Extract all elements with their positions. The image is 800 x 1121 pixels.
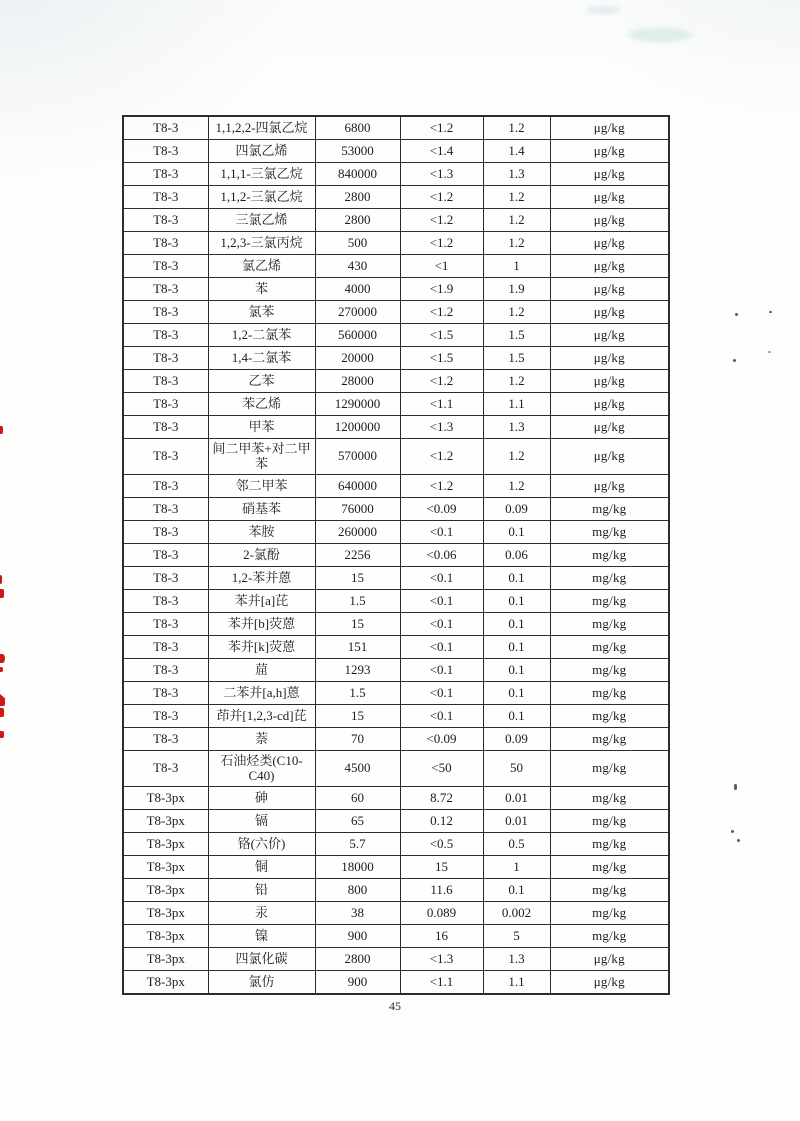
page-number: 45 <box>389 999 401 1013</box>
detection-limit-cell: 1.2 <box>483 116 550 140</box>
unit-cell: mg/kg <box>550 682 669 705</box>
sample-id-cell: T8-3 <box>123 590 208 613</box>
unit-cell: mg/kg <box>550 498 669 521</box>
screening-value-cell: 2800 <box>315 209 400 232</box>
sample-id-cell: T8-3 <box>123 140 208 163</box>
detection-limit-cell: 1.2 <box>483 186 550 209</box>
result-cell: <1.1 <box>400 971 483 995</box>
result-cell: 11.6 <box>400 879 483 902</box>
analyte-cell: 氯乙烯 <box>208 255 315 278</box>
table-row <box>123 439 669 475</box>
sample-id-cell: T8-3px <box>123 810 208 833</box>
sample-id-cell: T8-3 <box>123 116 208 140</box>
result-cell: <1.2 <box>400 186 483 209</box>
sample-id-cell: T8-3px <box>123 879 208 902</box>
result-cell: 15 <box>400 856 483 879</box>
result-cell: <1 <box>400 255 483 278</box>
analyte-cell: 1,1,1-三氯乙烷 <box>208 163 315 186</box>
analyte-cell: 苯胺 <box>208 521 315 544</box>
detection-limit-cell: 0.1 <box>483 636 550 659</box>
detection-limit-cell: 0.1 <box>483 613 550 636</box>
unit-cell: μg/kg <box>550 439 669 475</box>
sample-id-cell: T8-3 <box>123 705 208 728</box>
sample-id-cell: T8-3px <box>123 787 208 810</box>
result-cell: <1.2 <box>400 370 483 393</box>
screening-value-cell: 2800 <box>315 948 400 971</box>
table-row <box>123 186 669 209</box>
screening-value-cell: 53000 <box>315 140 400 163</box>
screening-value-cell: 1.5 <box>315 590 400 613</box>
table-row <box>123 163 669 186</box>
screening-value-cell: 1290000 <box>315 393 400 416</box>
unit-cell: μg/kg <box>550 324 669 347</box>
unit-cell: mg/kg <box>550 636 669 659</box>
screening-value-cell: 4000 <box>315 278 400 301</box>
table-row <box>123 833 669 856</box>
sample-id-cell: T8-3 <box>123 324 208 347</box>
analyte-cell: 汞 <box>208 902 315 925</box>
table-row <box>123 613 669 636</box>
sample-id-cell: T8-3 <box>123 186 208 209</box>
scan-speck <box>769 311 772 313</box>
result-cell: <0.1 <box>400 590 483 613</box>
screening-value-cell: 4500 <box>315 751 400 787</box>
table-row <box>123 590 669 613</box>
table-row <box>123 567 669 590</box>
detection-limit-cell: 0.002 <box>483 902 550 925</box>
sample-id-cell: T8-3 <box>123 255 208 278</box>
result-cell: <1.5 <box>400 347 483 370</box>
result-cell: <1.2 <box>400 301 483 324</box>
detection-limit-cell: 1.9 <box>483 278 550 301</box>
red-ink-fragment <box>0 426 3 434</box>
table-row <box>123 209 669 232</box>
table-row <box>123 370 669 393</box>
scan-smudge <box>628 28 692 42</box>
red-ink-fragment <box>0 694 5 706</box>
unit-cell: mg/kg <box>550 833 669 856</box>
analyte-cell: 甲苯 <box>208 416 315 439</box>
sample-id-cell: T8-3px <box>123 948 208 971</box>
result-cell: <0.5 <box>400 833 483 856</box>
detection-limit-cell: 0.1 <box>483 521 550 544</box>
result-cell: 0.089 <box>400 902 483 925</box>
detection-limit-cell: 1.2 <box>483 232 550 255</box>
detection-limit-cell: 0.1 <box>483 682 550 705</box>
result-cell: <0.09 <box>400 728 483 751</box>
screening-value-cell: 1200000 <box>315 416 400 439</box>
results-table <box>122 115 670 995</box>
unit-cell: mg/kg <box>550 728 669 751</box>
result-cell: <1.2 <box>400 116 483 140</box>
analyte-cell: 四氯乙烯 <box>208 140 315 163</box>
result-cell: <0.1 <box>400 567 483 590</box>
unit-cell: μg/kg <box>550 370 669 393</box>
detection-limit-cell: 1.1 <box>483 971 550 995</box>
table-row <box>123 856 669 879</box>
analyte-cell: 二苯并[a,h]蒽 <box>208 682 315 705</box>
unit-cell: μg/kg <box>550 948 669 971</box>
screening-value-cell: 500 <box>315 232 400 255</box>
unit-cell: mg/kg <box>550 544 669 567</box>
analyte-cell: 苯并[k]荧蒽 <box>208 636 315 659</box>
table-row <box>123 948 669 971</box>
screening-value-cell: 70 <box>315 728 400 751</box>
screening-value-cell: 2800 <box>315 186 400 209</box>
unit-cell: mg/kg <box>550 590 669 613</box>
screening-value-cell: 6800 <box>315 116 400 140</box>
unit-cell: mg/kg <box>550 705 669 728</box>
unit-cell: mg/kg <box>550 879 669 902</box>
analyte-cell: 1,2-二氯苯 <box>208 324 315 347</box>
sample-id-cell: T8-3 <box>123 659 208 682</box>
sample-id-cell: T8-3 <box>123 439 208 475</box>
table-row <box>123 255 669 278</box>
sample-id-cell: T8-3 <box>123 278 208 301</box>
analyte-cell: 2-氯酚 <box>208 544 315 567</box>
detection-limit-cell: 1.1 <box>483 393 550 416</box>
sample-id-cell: T8-3px <box>123 856 208 879</box>
screening-value-cell: 1293 <box>315 659 400 682</box>
detection-limit-cell: 50 <box>483 751 550 787</box>
red-ink-fragment <box>0 575 2 584</box>
screening-value-cell: 270000 <box>315 301 400 324</box>
result-cell: <1.4 <box>400 140 483 163</box>
results-table-body <box>123 116 669 994</box>
analyte-cell: 乙苯 <box>208 370 315 393</box>
result-cell: 0.12 <box>400 810 483 833</box>
detection-limit-cell: 0.5 <box>483 833 550 856</box>
detection-limit-cell: 1.2 <box>483 209 550 232</box>
red-ink-fragment <box>0 589 4 598</box>
result-cell: <0.06 <box>400 544 483 567</box>
unit-cell: μg/kg <box>550 186 669 209</box>
screening-value-cell: 570000 <box>315 439 400 475</box>
unit-cell: μg/kg <box>550 163 669 186</box>
result-cell: <1.2 <box>400 209 483 232</box>
screening-value-cell: 20000 <box>315 347 400 370</box>
table-row <box>123 971 669 995</box>
scan-speck <box>734 784 737 790</box>
sample-id-cell: T8-3 <box>123 567 208 590</box>
screening-value-cell: 5.7 <box>315 833 400 856</box>
unit-cell: mg/kg <box>550 521 669 544</box>
screening-value-cell: 2256 <box>315 544 400 567</box>
detection-limit-cell: 1.4 <box>483 140 550 163</box>
red-ink-fragment <box>0 654 5 663</box>
analyte-cell: 铅 <box>208 879 315 902</box>
unit-cell: μg/kg <box>550 475 669 498</box>
sample-id-cell: T8-3 <box>123 209 208 232</box>
result-cell: <1.2 <box>400 232 483 255</box>
result-cell: <0.1 <box>400 613 483 636</box>
table-row <box>123 116 669 140</box>
sample-id-cell: T8-3px <box>123 902 208 925</box>
screening-value-cell: 560000 <box>315 324 400 347</box>
scan-speck <box>733 359 736 362</box>
analyte-cell: 砷 <box>208 787 315 810</box>
table-row <box>123 278 669 301</box>
table-row <box>123 682 669 705</box>
result-cell: <0.1 <box>400 521 483 544</box>
unit-cell: μg/kg <box>550 209 669 232</box>
table-row <box>123 925 669 948</box>
sample-id-cell: T8-3px <box>123 925 208 948</box>
table-row <box>123 498 669 521</box>
unit-cell: mg/kg <box>550 613 669 636</box>
unit-cell: mg/kg <box>550 856 669 879</box>
unit-cell: mg/kg <box>550 787 669 810</box>
analyte-cell: 铜 <box>208 856 315 879</box>
scan-speck <box>737 839 740 842</box>
result-cell: <1.5 <box>400 324 483 347</box>
screening-value-cell: 640000 <box>315 475 400 498</box>
screening-value-cell: 900 <box>315 925 400 948</box>
detection-limit-cell: 1.3 <box>483 163 550 186</box>
table-row <box>123 544 669 567</box>
detection-limit-cell: 0.01 <box>483 810 550 833</box>
screening-value-cell: 900 <box>315 971 400 995</box>
analyte-cell: 石油烃类(C10-C40) <box>208 751 315 787</box>
result-cell: 16 <box>400 925 483 948</box>
analyte-cell: 氯苯 <box>208 301 315 324</box>
analyte-cell: 苯乙烯 <box>208 393 315 416</box>
analyte-cell: 茚并[1,2,3-cd]芘 <box>208 705 315 728</box>
analyte-cell: 氯仿 <box>208 971 315 995</box>
detection-limit-cell: 0.09 <box>483 498 550 521</box>
scan-speck <box>735 313 738 316</box>
screening-value-cell: 28000 <box>315 370 400 393</box>
result-cell: <0.1 <box>400 636 483 659</box>
analyte-cell: 䓛 <box>208 659 315 682</box>
detection-limit-cell: 0.09 <box>483 728 550 751</box>
detection-limit-cell: 1.5 <box>483 324 550 347</box>
detection-limit-cell: 0.1 <box>483 659 550 682</box>
sample-id-cell: T8-3 <box>123 613 208 636</box>
screening-value-cell: 800 <box>315 879 400 902</box>
table-row <box>123 902 669 925</box>
sample-id-cell: T8-3 <box>123 521 208 544</box>
table-row <box>123 324 669 347</box>
screening-value-cell: 260000 <box>315 521 400 544</box>
sample-id-cell: T8-3 <box>123 682 208 705</box>
red-ink-fragment <box>0 667 3 672</box>
result-cell: <1.9 <box>400 278 483 301</box>
result-cell: 8.72 <box>400 787 483 810</box>
table-row <box>123 521 669 544</box>
scan-speck <box>731 830 734 833</box>
detection-limit-cell: 0.1 <box>483 567 550 590</box>
sample-id-cell: T8-3 <box>123 498 208 521</box>
unit-cell: mg/kg <box>550 567 669 590</box>
detection-limit-cell: 0.1 <box>483 590 550 613</box>
analyte-cell: 邻二甲苯 <box>208 475 315 498</box>
detection-limit-cell: 1.2 <box>483 475 550 498</box>
unit-cell: mg/kg <box>550 659 669 682</box>
sample-id-cell: T8-3 <box>123 393 208 416</box>
result-cell: <0.1 <box>400 682 483 705</box>
unit-cell: μg/kg <box>550 255 669 278</box>
sample-id-cell: T8-3 <box>123 416 208 439</box>
result-cell: <1.1 <box>400 393 483 416</box>
detection-limit-cell: 0.01 <box>483 787 550 810</box>
detection-limit-cell: 1.2 <box>483 439 550 475</box>
screening-value-cell: 76000 <box>315 498 400 521</box>
unit-cell: mg/kg <box>550 925 669 948</box>
unit-cell: μg/kg <box>550 232 669 255</box>
screening-value-cell: 151 <box>315 636 400 659</box>
table-row <box>123 879 669 902</box>
table-row <box>123 475 669 498</box>
unit-cell: μg/kg <box>550 278 669 301</box>
analyte-cell: 苯并[b]荧蒽 <box>208 613 315 636</box>
screening-value-cell: 60 <box>315 787 400 810</box>
result-cell: <0.1 <box>400 705 483 728</box>
unit-cell: μg/kg <box>550 393 669 416</box>
unit-cell: mg/kg <box>550 810 669 833</box>
analyte-cell: 间二甲苯+对二甲苯 <box>208 439 315 475</box>
detection-limit-cell: 0.1 <box>483 705 550 728</box>
analyte-cell: 1,1,2-三氯乙烷 <box>208 186 315 209</box>
sample-id-cell: T8-3 <box>123 544 208 567</box>
screening-value-cell: 65 <box>315 810 400 833</box>
result-cell: <0.09 <box>400 498 483 521</box>
table-row <box>123 728 669 751</box>
result-cell: <1.3 <box>400 948 483 971</box>
sample-id-cell: T8-3 <box>123 636 208 659</box>
scan-smudge <box>586 6 620 14</box>
sample-id-cell: T8-3 <box>123 163 208 186</box>
detection-limit-cell: 0.06 <box>483 544 550 567</box>
unit-cell: mg/kg <box>550 751 669 787</box>
unit-cell: mg/kg <box>550 902 669 925</box>
result-cell: <1.3 <box>400 416 483 439</box>
sample-id-cell: T8-3 <box>123 301 208 324</box>
red-ink-fragment <box>0 708 4 717</box>
result-cell: <1.2 <box>400 439 483 475</box>
scan-speck <box>768 351 771 353</box>
detection-limit-cell: 1.5 <box>483 347 550 370</box>
table-row <box>123 636 669 659</box>
detection-limit-cell: 5 <box>483 925 550 948</box>
result-cell: <50 <box>400 751 483 787</box>
analyte-cell: 铬(六价) <box>208 833 315 856</box>
detection-limit-cell: 1 <box>483 255 550 278</box>
screening-value-cell: 1.5 <box>315 682 400 705</box>
table-row <box>123 232 669 255</box>
table-row <box>123 751 669 787</box>
unit-cell: μg/kg <box>550 301 669 324</box>
sample-id-cell: T8-3 <box>123 475 208 498</box>
sample-id-cell: T8-3 <box>123 347 208 370</box>
screening-value-cell: 15 <box>315 705 400 728</box>
detection-limit-cell: 1.3 <box>483 948 550 971</box>
detection-limit-cell: 1.2 <box>483 301 550 324</box>
detection-limit-cell: 1.2 <box>483 370 550 393</box>
result-cell: <1.2 <box>400 475 483 498</box>
analyte-cell: 1,4-二氯苯 <box>208 347 315 370</box>
unit-cell: μg/kg <box>550 347 669 370</box>
table-row <box>123 140 669 163</box>
analyte-cell: 镉 <box>208 810 315 833</box>
screening-value-cell: 430 <box>315 255 400 278</box>
analyte-cell: 三氯乙烯 <box>208 209 315 232</box>
sample-id-cell: T8-3px <box>123 833 208 856</box>
table-row <box>123 393 669 416</box>
analyte-cell: 四氯化碳 <box>208 948 315 971</box>
unit-cell: μg/kg <box>550 140 669 163</box>
sample-id-cell: T8-3px <box>123 971 208 995</box>
sample-id-cell: T8-3 <box>123 751 208 787</box>
screening-value-cell: 18000 <box>315 856 400 879</box>
detection-limit-cell: 1 <box>483 856 550 879</box>
table-row <box>123 659 669 682</box>
table-row <box>123 347 669 370</box>
analyte-cell: 苯 <box>208 278 315 301</box>
table-row <box>123 810 669 833</box>
result-cell: <1.3 <box>400 163 483 186</box>
unit-cell: μg/kg <box>550 971 669 995</box>
analyte-cell: 1,2-苯并蒽 <box>208 567 315 590</box>
detection-limit-cell: 0.1 <box>483 879 550 902</box>
unit-cell: μg/kg <box>550 116 669 140</box>
table-row <box>123 301 669 324</box>
sample-id-cell: T8-3 <box>123 232 208 255</box>
analyte-cell: 硝基苯 <box>208 498 315 521</box>
red-ink-fragment <box>0 731 4 738</box>
sample-id-cell: T8-3 <box>123 728 208 751</box>
result-cell: <0.1 <box>400 659 483 682</box>
screening-value-cell: 840000 <box>315 163 400 186</box>
analyte-cell: 苯并[a]芘 <box>208 590 315 613</box>
table-row <box>123 705 669 728</box>
table-row <box>123 787 669 810</box>
screening-value-cell: 38 <box>315 902 400 925</box>
table-row <box>123 416 669 439</box>
screening-value-cell: 15 <box>315 613 400 636</box>
analyte-cell: 镍 <box>208 925 315 948</box>
analyte-cell: 1,1,2,2-四氯乙烷 <box>208 116 315 140</box>
unit-cell: μg/kg <box>550 416 669 439</box>
analyte-cell: 萘 <box>208 728 315 751</box>
screening-value-cell: 15 <box>315 567 400 590</box>
analyte-cell: 1,2,3-三氯丙烷 <box>208 232 315 255</box>
sample-id-cell: T8-3 <box>123 370 208 393</box>
detection-limit-cell: 1.3 <box>483 416 550 439</box>
